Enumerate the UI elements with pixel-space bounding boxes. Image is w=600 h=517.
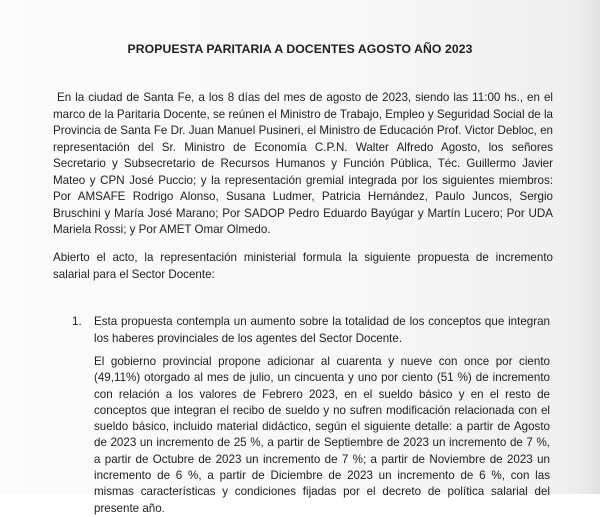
list-item-text: Esta propuesta contempla un aumento sobre la totalidad de los conceptos que integran los haberes provinciales de los agentes del Sector Docente. bbox=[94, 315, 550, 345]
act-paragraph: Abierto el acto, la representación ministerial formula la siguiente propuesta de incremento salarial para el Sector Docente: bbox=[53, 251, 553, 281]
intro-paragraph: En la ciudad de Santa Fe, a los 8 días del mes de agosto de 2023, siendo las 11:00 hs., en el marco de la Paritaria Docente, se reúnen el Ministro de Trabajo, Empleo y Seguridad Social de la Provincia de Santa Fe Dr. Juan Manuel Pusineri, el Ministro de Educación Prof. Victor Debloc, en representación del Sr. Ministro de Economía C.P.N. Walter Alfredo Agosto, los señores Secretario y Subsecretario de Recursos Humanos y Función Pública, Téc. Guillermo Javier Mateo y CPN José Puccio; y la representación gremial integrada por los siguientes miembros: Por AMSAFE Rodrigo Alonso, Susana Ludmer, Patricia Hernández, Paulo Juncos, Sergio Bruschini y María José Marano; Por SADOP Pedro Eduardo Bayúgar y Martín Lucero; Por UDA Mariela Rossi; y Por AMET Omar Olmedo. bbox=[53, 91, 553, 236]
document-title: PROPUESTA PARITARIA A DOCENTES AGOSTO AÑO 2023 bbox=[127, 42, 473, 56]
proposal-paragraph: El gobierno provincial propone adicionar al cuarenta y nueve con once por ciento (49,11%) otorgado al mes de julio, un cincuenta y uno por ciento (51 %) de incremento con relación a los valores de Febrero 2023, en el sueldo básico y en el resto de conceptos que integran el recibo de sueldo y no sufren modificación relacionada con el sueldo básico, incluido material didáctico, según el siguiente detalle: a partir de Agosto de 2023 un incremento de 25 %, a partir de Septiembre de 2023 un incremento de 7 %, a partir de Octubre de 2023 un incremento de 7 %; a partir de Noviembre de 2023 un incremento de 6 %, a partir de Diciembre de 2023 un incremento de 6 %, con las mismas características y condiciones fijadas por el decreto de política salarial del presente año. bbox=[94, 355, 550, 515]
page-edge-shadow bbox=[572, 0, 600, 494]
list-item-number: 1. bbox=[72, 315, 82, 328]
